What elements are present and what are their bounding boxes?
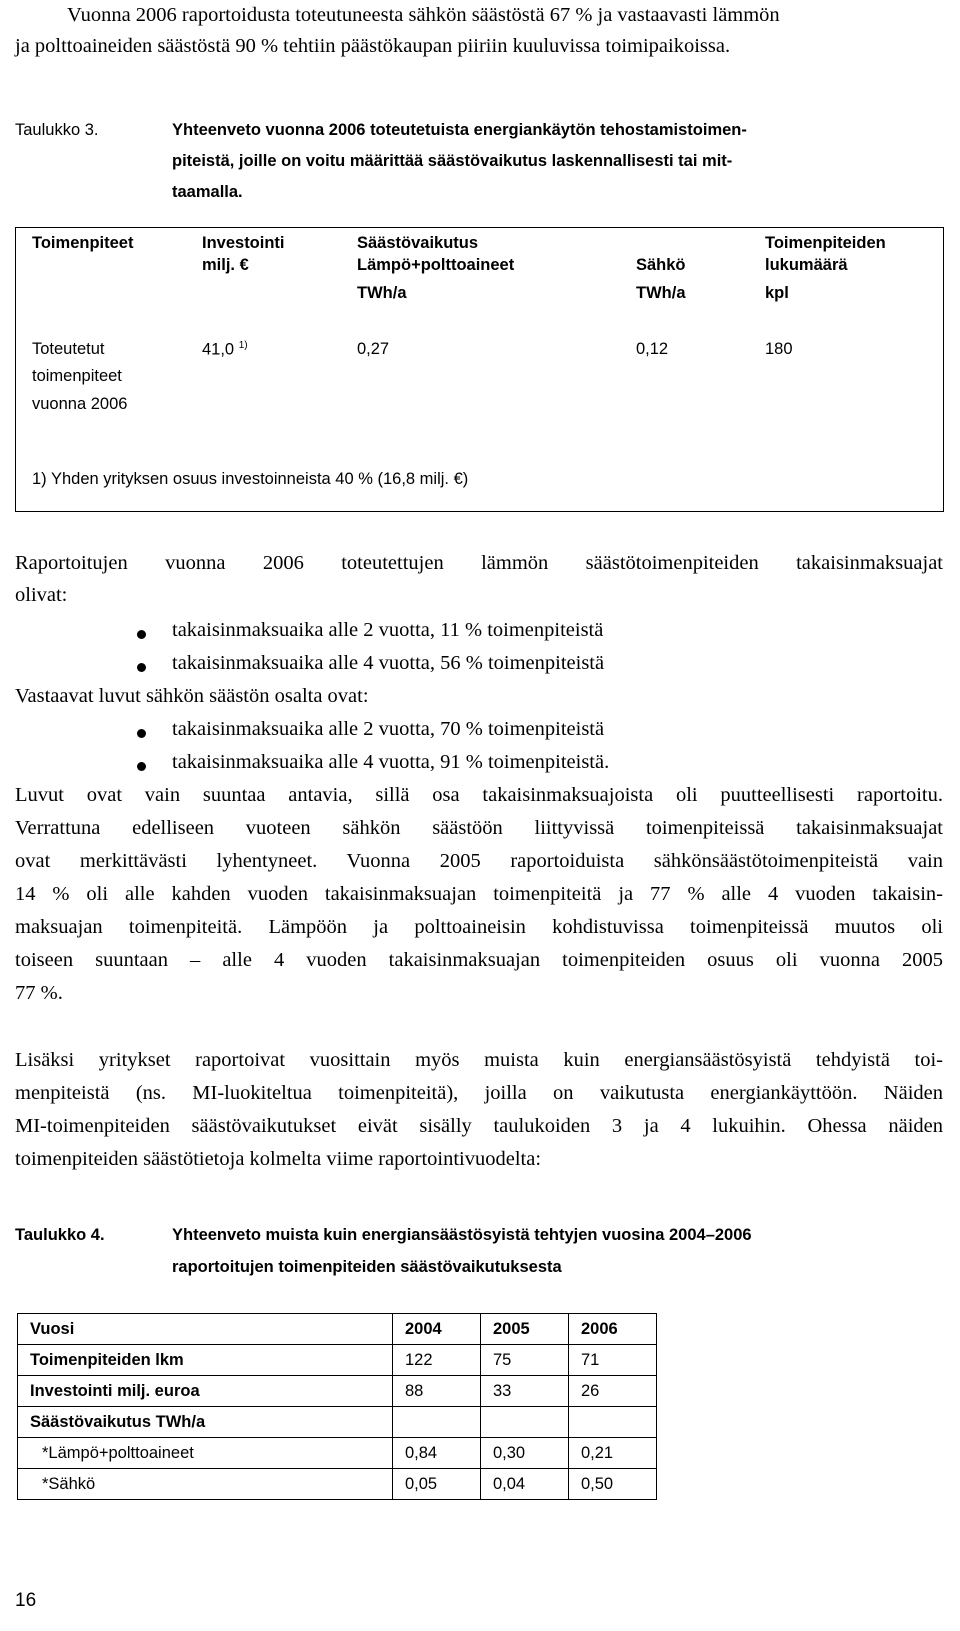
table4-cell-2004 (393, 1407, 481, 1438)
table4 (17, 1313, 657, 1500)
table4-cell-2005: 75 (481, 1345, 569, 1376)
intro-line-1: Vuonna 2006 raportoidusta toteutuneesta sähkön säästöstä 67 % ja vastaavasti lämmön (67, 4, 780, 26)
table3-caption-line-3: taamalla. (172, 183, 243, 201)
table4-cell-2004: 88 (393, 1376, 481, 1407)
table3-footnote-marker: 1) (238, 340, 248, 351)
body-p3-line-6: toiseen suuntaan – alle 4 vuoden takaisinmaksuajan toimenpiteiden osuus oli vuonna 2005 (15, 949, 943, 971)
table-row (18, 1345, 657, 1376)
body-p3-line-2: Verrattuna edelliseen vuoteen sähkön säästöön liittyvissä toimenpiteissä takaisinmaksuajat (15, 817, 943, 839)
intro-line-2: ja polttoaineiden säästöstä 90 % tehtiin päästökaupan piiriin kuuluvissa toimipaikoissa. (15, 35, 731, 57)
table3-caption-line-1: Yhteenveto vuonna 2006 toteutetuista energiankäytön tehostamistoimen- (172, 121, 747, 139)
table4-cell-2006 (569, 1407, 657, 1438)
table4-cell-2004: 122 (393, 1345, 481, 1376)
table4-cell-2005: 0,30 (481, 1438, 569, 1469)
table3-header-investment: Investointi (202, 234, 285, 252)
table3-header-count-line2: lukumäärä (765, 256, 848, 274)
table4-cell-label: Säästövaikutus TWh/a (18, 1407, 393, 1438)
table-row (18, 1469, 657, 1500)
body-p4-line-2: menpiteistä (ns. MI-luokiteltua toimenpiteitä), joilla on vaikutusta energiankäyttöön. Näiden (15, 1082, 943, 1104)
table4-cell-2006: 26 (569, 1376, 657, 1407)
body-p3-line-1: Luvut ovat vain suuntaa antavia, sillä osa takaisinmaksuajoista oli puutteellisesti raportoitu. (15, 784, 943, 806)
table-row (18, 1376, 657, 1407)
table4-caption-line-2: raportoitujen toimenpiteiden säästövaikutuksesta (172, 1258, 562, 1276)
table4-cell-2005: 33 (481, 1376, 569, 1407)
table4-cell-2006: 71 (569, 1345, 657, 1376)
table4-cell-2005 (481, 1407, 569, 1438)
table4-cell-2005: 0,04 (481, 1469, 569, 1500)
body-p1-line-1: Raportoitujen vuonna 2006 toteutettujen lämmön säästötoimenpiteiden takaisinmaksuajat (15, 552, 943, 574)
body-p4-line-1: Lisäksi yritykset raportoivat vuosittain myös muista kuin energiansäästösyistä tehdyistä toi- (15, 1049, 943, 1071)
table-row (18, 1314, 657, 1345)
bullet-icon (137, 762, 146, 771)
table3-caption-line-2: piteistä, joille on voitu määrittää säästövaikutus laskennallisesti tai mit- (172, 152, 733, 170)
table4-cell-label: Vuosi (18, 1314, 393, 1345)
body-p3-line-7: 77 %. (15, 982, 63, 1004)
table-row (18, 1407, 657, 1438)
list-item: takaisinmaksuaika alle 2 vuotta, 11 % toimenpiteistä (172, 619, 604, 641)
table3-row-label-2: toimenpiteet (32, 367, 122, 385)
table3-header-count-unit: kpl (765, 284, 789, 302)
body-p3-line-4: 14 % oli alle kahden vuoden takaisinmaksuajan toimenpiteitä ja 77 % alle 4 vuoden takaisin- (15, 883, 943, 905)
table3-header-electricity-unit: TWh/a (636, 284, 686, 302)
body-p4-line-3: MI-toimenpiteiden säästövaikutukset eivät sisälly taulukoiden 3 ja 4 lukuihin. Ohessa näiden (15, 1115, 943, 1137)
table3-heat-value: 0,27 (357, 340, 390, 358)
table4-cell-label: Toimenpiteiden lkm (18, 1345, 393, 1376)
table3-row-label-3: vuonna 2006 (32, 395, 128, 413)
body-p4-line-4: toimenpiteiden säästötietoja kolmelta viime raportointivuodelta: (15, 1148, 542, 1170)
table3-row-label-1: Toteutetut (32, 340, 105, 358)
table3-count-value: 180 (765, 340, 793, 358)
table4-cell-2006: 2006 (569, 1314, 657, 1345)
table3-header-investment-unit: milj. € (202, 256, 249, 274)
table4-cell-2005: 2005 (481, 1314, 569, 1345)
table3-header-savings: Säästövaikutus (357, 234, 479, 252)
body-p3-line-5: maksuajan toimenpiteitä. Lämpöön ja polttoaineisin kohdistuvissa toimenpiteissä muutos oli (15, 916, 943, 938)
body-p3-line-3: ovat merkittävästi lyhentyneet. Vuonna 2005 raportoiduista sähkönsäästötoimenpiteistä vain (15, 850, 943, 872)
table3-header-measures: Toimenpiteet (32, 234, 134, 252)
table3-header-heat: Lämpö+polttoaineet (357, 256, 515, 274)
table3-investment-value: 41,0 $^{1)}$ (202, 340, 248, 359)
table4-cell-2004: 0,05 (393, 1469, 481, 1500)
page-number: 16 (15, 1590, 37, 1611)
body-p2: Vastaavat luvut sähkön säästön osalta ovat: (15, 685, 369, 707)
table4-cell-label: Investointi milj. euroa (18, 1376, 393, 1407)
table4-cell-2006: 0,50 (569, 1469, 657, 1500)
table3-header-heat-unit: TWh/a (357, 284, 407, 302)
body-p1-line-2: olivat: (15, 584, 68, 606)
table4-cell-2006: 0,21 (569, 1438, 657, 1469)
table4-cell-label: *Lämpö+polttoaineet (18, 1438, 393, 1469)
table3-footnote: 1) Yhden yrityksen osuus investoinneista 40 % (16,8 milj. €) (32, 470, 469, 488)
table4-cell-label: *Sähkö (18, 1469, 393, 1500)
list-item: takaisinmaksuaika alle 4 vuotta, 91 % toimenpiteistä. (172, 751, 610, 773)
table3-label: Taulukko 3. (15, 121, 99, 139)
bullet-icon (137, 729, 146, 738)
list-item: takaisinmaksuaika alle 4 vuotta, 56 % toimenpiteistä (172, 652, 605, 674)
bullet-icon (137, 630, 146, 639)
list-item: takaisinmaksuaika alle 2 vuotta, 70 % toimenpiteistä (172, 718, 605, 740)
table4-caption-line-1: Yhteenveto muista kuin energiansäästösyistä tehtyjen vuosina 2004–2006 (172, 1226, 752, 1244)
table4-label: Taulukko 4. (15, 1226, 105, 1244)
table3-electricity-value: 0,12 (636, 340, 669, 358)
table3-header-count: Toimenpiteiden (765, 234, 886, 252)
table3-header-electricity: Sähkö (636, 256, 686, 274)
table4-cell-2004: 0,84 (393, 1438, 481, 1469)
bullet-icon (137, 663, 146, 672)
table4-cell-2004: 2004 (393, 1314, 481, 1345)
table-row (18, 1438, 657, 1469)
